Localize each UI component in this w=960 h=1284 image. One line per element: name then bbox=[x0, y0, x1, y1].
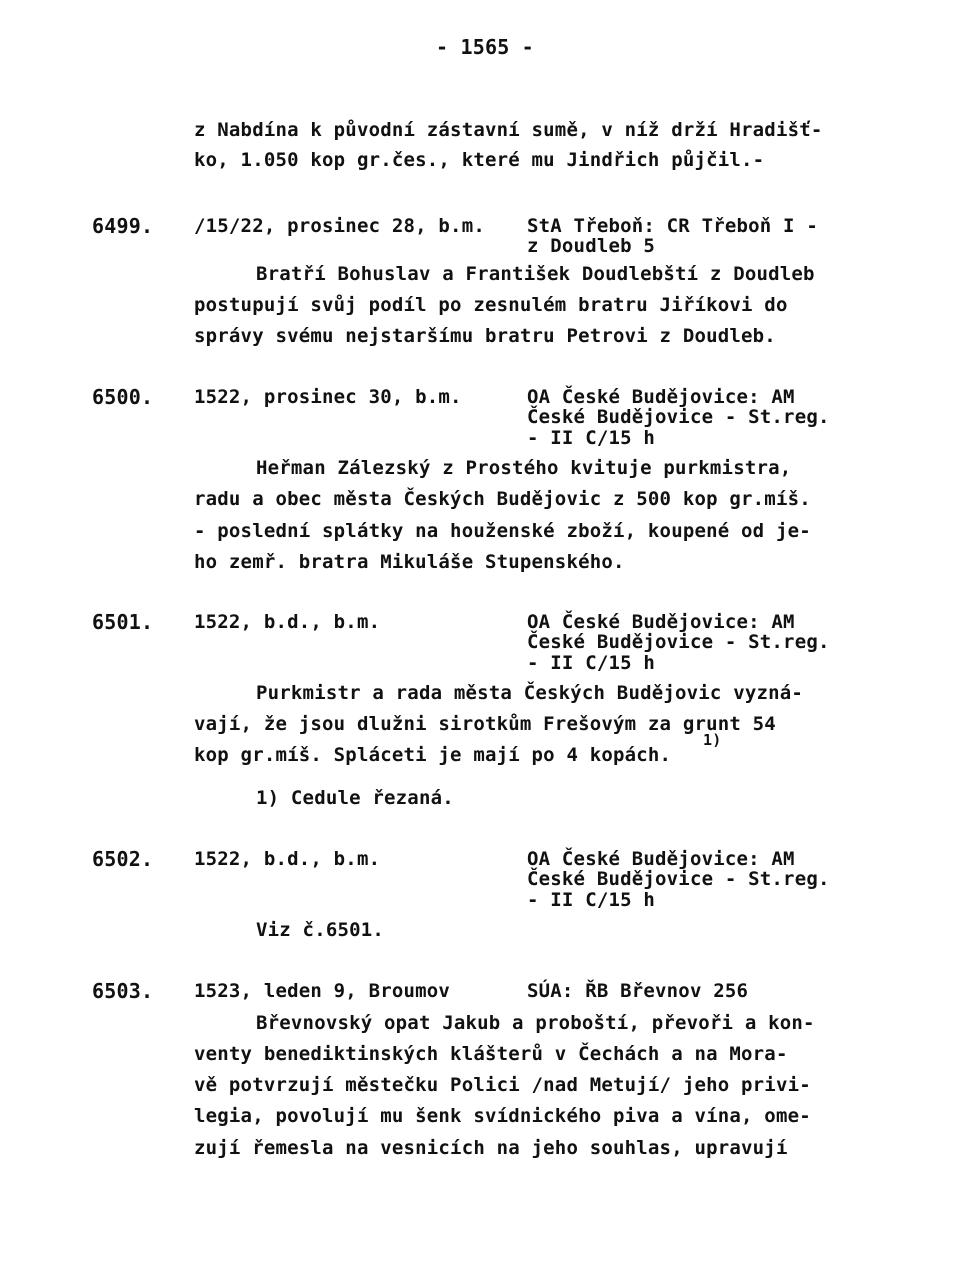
entry-archive: OA České Budějovice: AM bbox=[527, 386, 795, 408]
entry-text-line: postupují svůj podíl po zesnulém bratru Jiříkovi do bbox=[194, 294, 788, 316]
entry-number: 6500. bbox=[92, 385, 154, 409]
entry-text-line: ho zemř. bratra Mikuláše Stupenského. bbox=[194, 551, 625, 573]
entry-text-line: vě potvrzují městečku Polici /nad Metují/ jeho privi- bbox=[194, 1074, 811, 1096]
entry-date: 1523, leden 9, Broumov bbox=[194, 980, 451, 1002]
entry-text-line: zují řemesla na vesnicích na jeho souhlas, upravují bbox=[194, 1137, 788, 1159]
entry-text-line: správy svému nejstaršímu bratru Petrovi z Doudleb. bbox=[194, 325, 776, 347]
entry-text-line: Břevnovský opat Jakub a proboští, převoři a kon- bbox=[256, 1012, 815, 1034]
entry-text-line: Purkmistr a rada města Českých Budějovic vyzná- bbox=[256, 682, 804, 704]
entry-text-line: radu a obec města Českých Budějovic z 500 kop gr.míš. bbox=[194, 488, 811, 510]
entry-archive: - II C/15 h bbox=[527, 427, 656, 449]
entry-archive: StA Třeboň: CR Třeboň I - bbox=[527, 215, 818, 237]
continuation-line: ko, 1.050 kop gr.čes., které mu Jindřich půjčil.- bbox=[194, 149, 765, 171]
entry-text-line: venty benediktinských klášterů v Čechách a na Mora- bbox=[194, 1043, 788, 1065]
entry-archive: OA České Budějovice: AM bbox=[527, 611, 795, 633]
entry-date: 1522, prosinec 30, b.m. bbox=[194, 386, 462, 408]
entry-archive: - II C/15 h bbox=[527, 889, 656, 911]
entry-text-line: Viz č.6501. bbox=[256, 919, 385, 941]
entry-archive: České Budějovice - St.reg. bbox=[527, 868, 830, 890]
entry-text-line: - poslední splátky na houženské zboží, koupené od je- bbox=[194, 520, 811, 542]
page-number: - 1565 - bbox=[436, 35, 534, 59]
entry-text-line: kop gr.míš. Spláceti je mají po 4 kopách. bbox=[194, 744, 672, 766]
entry-date: 1522, b.d., b.m. bbox=[194, 611, 381, 633]
footnote-mark: 1) bbox=[703, 731, 722, 749]
footnote: 1) Cedule řezaná. bbox=[256, 787, 454, 809]
continuation-line: z Nabdína k původní zástavní sumě, v níž drží Hradišť- bbox=[194, 119, 823, 141]
entry-text-line: Bratří Bohuslav a František Doudlebští z Doudleb bbox=[256, 263, 815, 285]
entry-text-line: vají, že jsou dlužni sirotkům Frešovým za grunt 54 bbox=[194, 713, 776, 735]
entry-archive: OA České Budějovice: AM bbox=[527, 848, 795, 870]
entry-archive: SÚA: ŘB Břevnov 256 bbox=[527, 980, 749, 1002]
entry-archive: České Budějovice - St.reg. bbox=[527, 631, 830, 653]
entry-archive: České Budějovice - St.reg. bbox=[527, 406, 830, 428]
entry-archive: z Doudleb 5 bbox=[527, 235, 656, 257]
entry-number: 6501. bbox=[92, 610, 154, 634]
entry-number: 6499. bbox=[92, 214, 154, 238]
entry-date: 1522, b.d., b.m. bbox=[194, 848, 381, 870]
entry-date: /15/22, prosinec 28, b.m. bbox=[194, 215, 485, 237]
entry-text-line: legia, povolují mu šenk svídnického piva a vína, ome- bbox=[194, 1105, 811, 1127]
entry-text-line: Heřman Zálezský z Prostého kvituje purkmistra, bbox=[256, 457, 792, 479]
entry-number: 6502. bbox=[92, 847, 154, 871]
entry-archive: - II C/15 h bbox=[527, 652, 656, 674]
entry-number: 6503. bbox=[92, 979, 154, 1003]
